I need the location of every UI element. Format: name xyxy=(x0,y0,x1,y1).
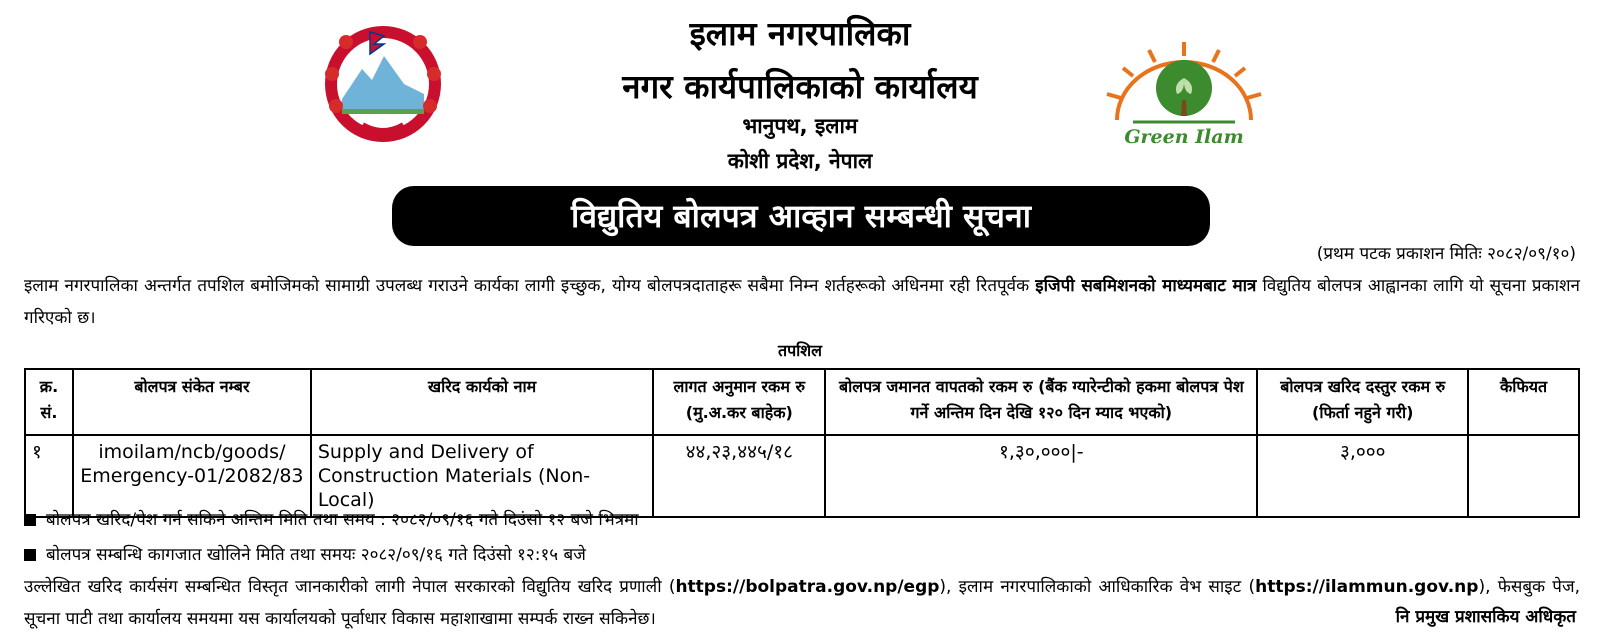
cell-work-name: Supply and Delivery of Construction Materials (Non-Local) xyxy=(311,435,654,517)
header-bid-code: बोलपत्र संकेत नम्बर xyxy=(73,369,311,435)
egp-link[interactable]: https://bolpatra.gov.np/egp xyxy=(675,577,940,597)
header-bid-fee: बोलपत्र खरिद दस्तुर रकम रु (फिर्ता नहुने गरी) xyxy=(1257,369,1468,435)
signature-officer: नि प्रमुख प्रशासकिय अधिकृत xyxy=(1395,607,1576,627)
cell-cost-estimate: ४४,२३,४४५/१८ xyxy=(653,435,825,517)
address-line-1: भानुपथ, इलाम xyxy=(742,114,858,138)
address-line-2: कोशी प्रदेश, नेपाल xyxy=(727,149,873,173)
publication-date: (प्रथम पटक प्रकाशन मितिः २०८२/०९/१०) xyxy=(1316,244,1576,264)
header-serial: क्र. सं. xyxy=(25,369,73,435)
header-bid-security: बोलपत्र जमानत वापतको रकम रु (बैंक ग्यारेन्टीको हकमा बोलपत्र पेश गर्ने अन्तिम दिन देखि १२० दिन म्याद भएको) xyxy=(825,369,1257,435)
green-ilam-logo-text: Green Ilam xyxy=(1124,126,1244,148)
notice-title-banner xyxy=(392,186,1210,246)
intro-text-1: इलाम नगरपालिका अन्तर्गत तपशिल बमोजिमको सामाग्री उपलब्ध गराउने कार्यका लागी इच्छुक, योग्य बोलपत्रदाताहरू सबैमा निम्न शर्तहरूको अधिनमा रही रितपूर्वक xyxy=(24,276,1036,296)
cell-bid-code: imoilam/ncb/goods/ Emergency-01/2082/83 xyxy=(73,435,311,517)
closing-paragraph xyxy=(24,571,1580,635)
municipality-name: इलाम नगरपालिका xyxy=(689,14,911,53)
bullet-square-icon xyxy=(24,549,36,561)
bullet-deadline xyxy=(24,507,639,530)
bullet-opening-text: बोलपत्र सम्बन्धि कागजात खोलिने मिति तथा समयः २०८२/०९/१६ गते दिउंसो १२:१५ बजे xyxy=(46,545,586,565)
notice-title: विद्युतिय बोलपत्र आव्हान सम्बन्धी सूचना xyxy=(570,197,1032,235)
header-cost-estimate: लागत अनुमान रकम रु (मु.अ.कर बाहेक) xyxy=(653,369,825,435)
header-remarks: कैफियत xyxy=(1468,369,1579,435)
cell-remarks xyxy=(1468,435,1579,517)
tender-table xyxy=(24,368,1580,518)
bullet-square-icon xyxy=(24,514,36,526)
intro-paragraph xyxy=(24,270,1580,334)
closing-text-3: ), फेसबुक पेज, सूचना पाटी तथा कार्यालय समयमा यस कार्यालयको पूर्वाधार विकास महाशाखामा सम्पर्क राख्न सकिनेछ। xyxy=(24,577,1580,629)
cell-bid-security: १,३०,०००|- xyxy=(825,435,1257,517)
cell-serial: १ xyxy=(25,435,73,517)
cell-bid-fee: ३,००० xyxy=(1257,435,1468,517)
intro-text-2: विद्युतिय बोलपत्र आह्वानका लागि यो सूचना प्रकाशन गरिएको छ। xyxy=(24,276,1580,328)
municipality-website-link[interactable]: https://ilammun.gov.np xyxy=(1255,577,1479,597)
office-name: नगर कार्यपालिकाको कार्यालय xyxy=(622,67,978,106)
table-row xyxy=(25,435,1579,517)
header-work-name: खरिद कार्यको नाम xyxy=(311,369,654,435)
bullet-opening xyxy=(24,542,586,565)
intro-bold-text: इजिपी सबमिशनको माध्यमबाट मात्र xyxy=(1035,276,1257,296)
closing-text-2: ), इलाम नगरपालिकाको आधिकारिक वेभ साइट ( xyxy=(939,577,1256,597)
closing-text-1: उल्लेखित खरिद कार्यसंग सम्बन्धित विस्तृत जानकारीको लागी नेपाल सरकारको विद्युतिय खरिद प्रणाली ( xyxy=(24,577,676,597)
table-header-row xyxy=(25,369,1579,435)
schedule-heading: तपशिल xyxy=(777,341,823,360)
bullet-deadline-text: बोलपत्र खरिद/पेश गर्न सकिने अन्तिम मिति तथा समय : २०८२/०९/१६ गते दिउंसो १२ बजे भित्रमा xyxy=(46,510,639,530)
